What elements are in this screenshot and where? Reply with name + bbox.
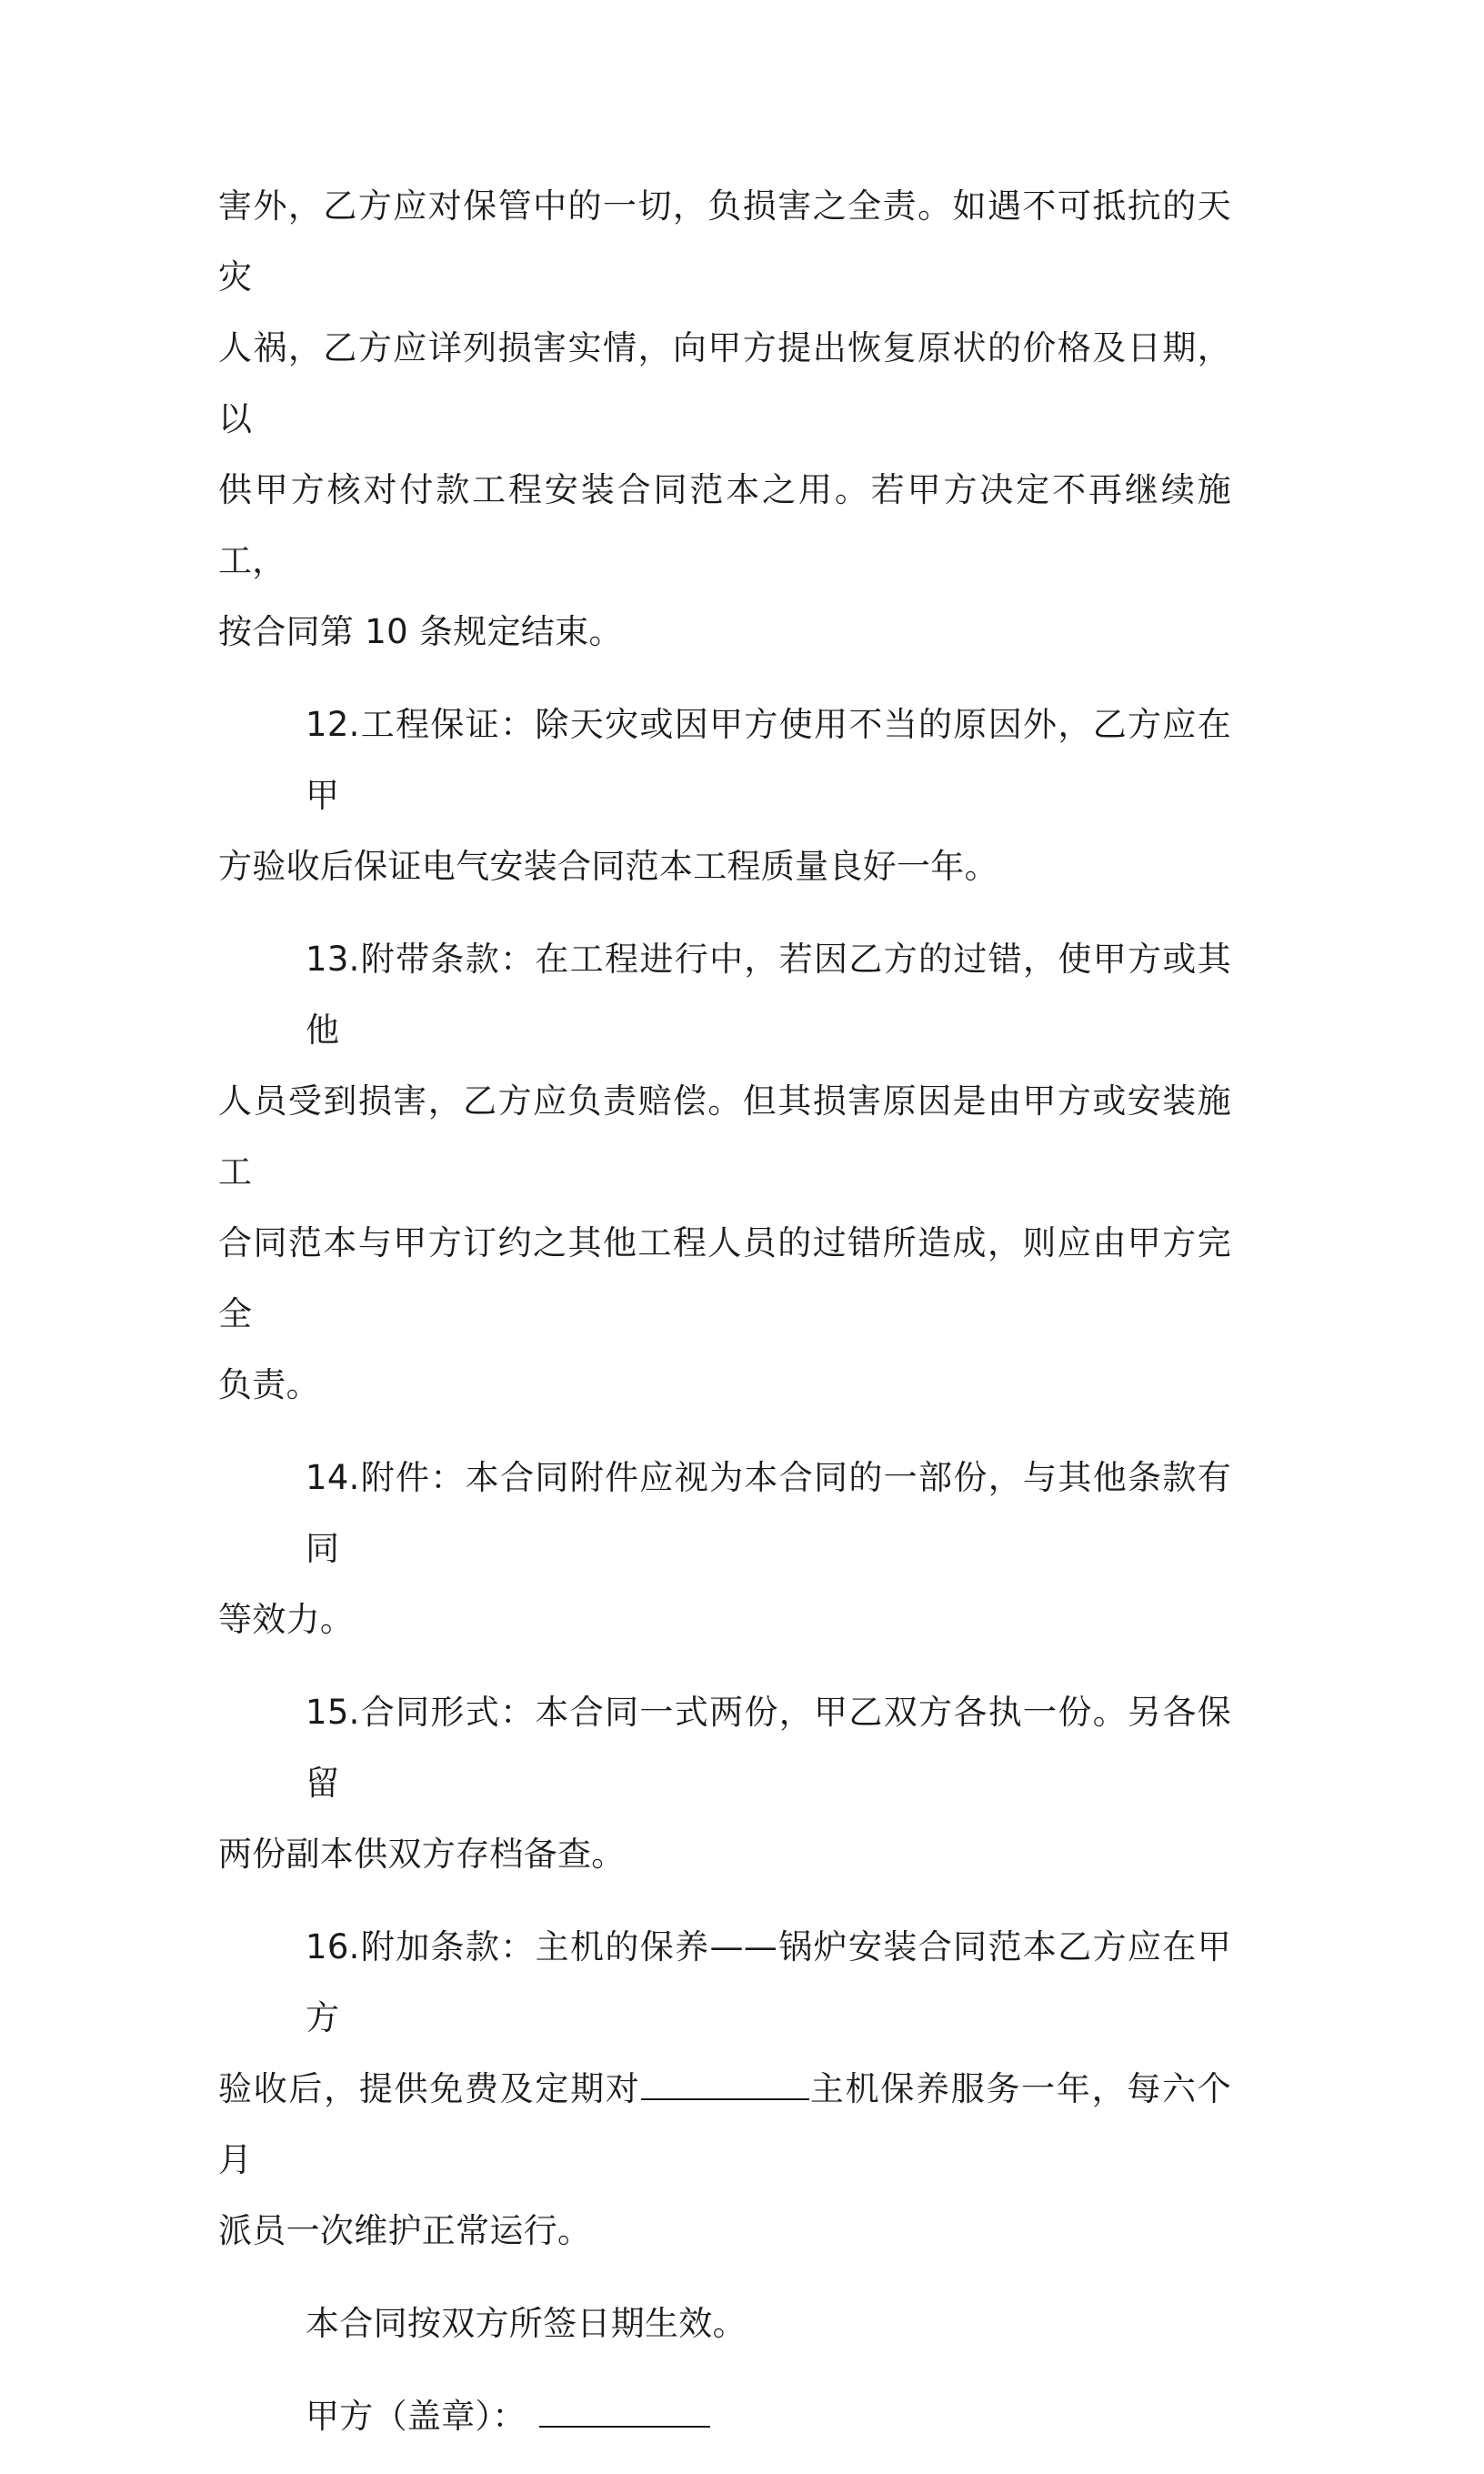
- text-line: 13.附带条款：在工程进行中，若因乙方的过错，使甲方或其他: [306, 940, 1231, 1050]
- text-line: 派员一次维护正常运行。: [218, 2211, 592, 2250]
- text-line: 按合同第 10 条规定结束。: [218, 612, 623, 651]
- text-line: 人员受到损害，乙方应负责赔偿。但其损害原因是由甲方或安装施工: [218, 1081, 1231, 1192]
- paragraph-16-supplementary: [218, 1912, 1231, 2267]
- paragraph-13-additional-terms: [218, 924, 1231, 1421]
- text-segment: 验收后，提供免费及定期对: [218, 2069, 641, 2108]
- text-line: 两份副本供双方存档备查。: [218, 1835, 626, 1874]
- text-line: 合同范本与甲方订约之其他工程人员的过错所造成，则应由甲方完全: [218, 1223, 1231, 1333]
- text-line: 16.附加条款：主机的保养——锅炉安装合同范本乙方应在甲方: [306, 1927, 1231, 2037]
- text-line-with-blank: [218, 2054, 1231, 2196]
- party-a-signature-blank[interactable]: [539, 2393, 710, 2428]
- paragraph-14-attachments: [218, 1443, 1231, 1655]
- fill-in-blank[interactable]: [641, 2066, 809, 2100]
- text-line: 14.附件：本合同附件应视为本合同的一部份，与其他条款有同: [306, 1458, 1231, 1568]
- effective-clause: 本合同按双方所签日期生效。: [306, 2304, 747, 2343]
- document-body: [218, 171, 1231, 2474]
- text-line: 方验收后保证电气安装合同范本工程质量良好一年。: [218, 847, 998, 886]
- text-line: 15.合同形式：本合同一式两份，甲乙双方各执一份。另各保留: [306, 1693, 1231, 1803]
- text-line: 人祸，乙方应详列损害实情，向甲方提出恢复原状的价格及日期，以: [218, 328, 1231, 438]
- party-a-label: 甲方（盖章）：: [306, 2397, 526, 2436]
- text-line: 供甲方核对付款工程安装合同范本之用。若甲方决定不再继续施工，: [218, 470, 1231, 580]
- text-line: 害外，乙方应对保管中的一切，负损害之全责。如遇不可抵抗的天灾: [218, 186, 1231, 297]
- party-a-signature-line: [218, 2381, 1231, 2452]
- paragraph-15-contract-form: [218, 1677, 1231, 1890]
- text-line: 负责。: [218, 1365, 320, 1404]
- paragraph-12-warranty: [218, 689, 1231, 902]
- text-line: 12.工程保证：除天灾或因甲方使用不当的原因外，乙方应在甲: [306, 705, 1231, 815]
- paragraph-11-continued: [218, 171, 1231, 668]
- text-line: 等效力。: [218, 1600, 355, 1639]
- text-segment: 主机保养服务一年，每六个月: [218, 2069, 1231, 2179]
